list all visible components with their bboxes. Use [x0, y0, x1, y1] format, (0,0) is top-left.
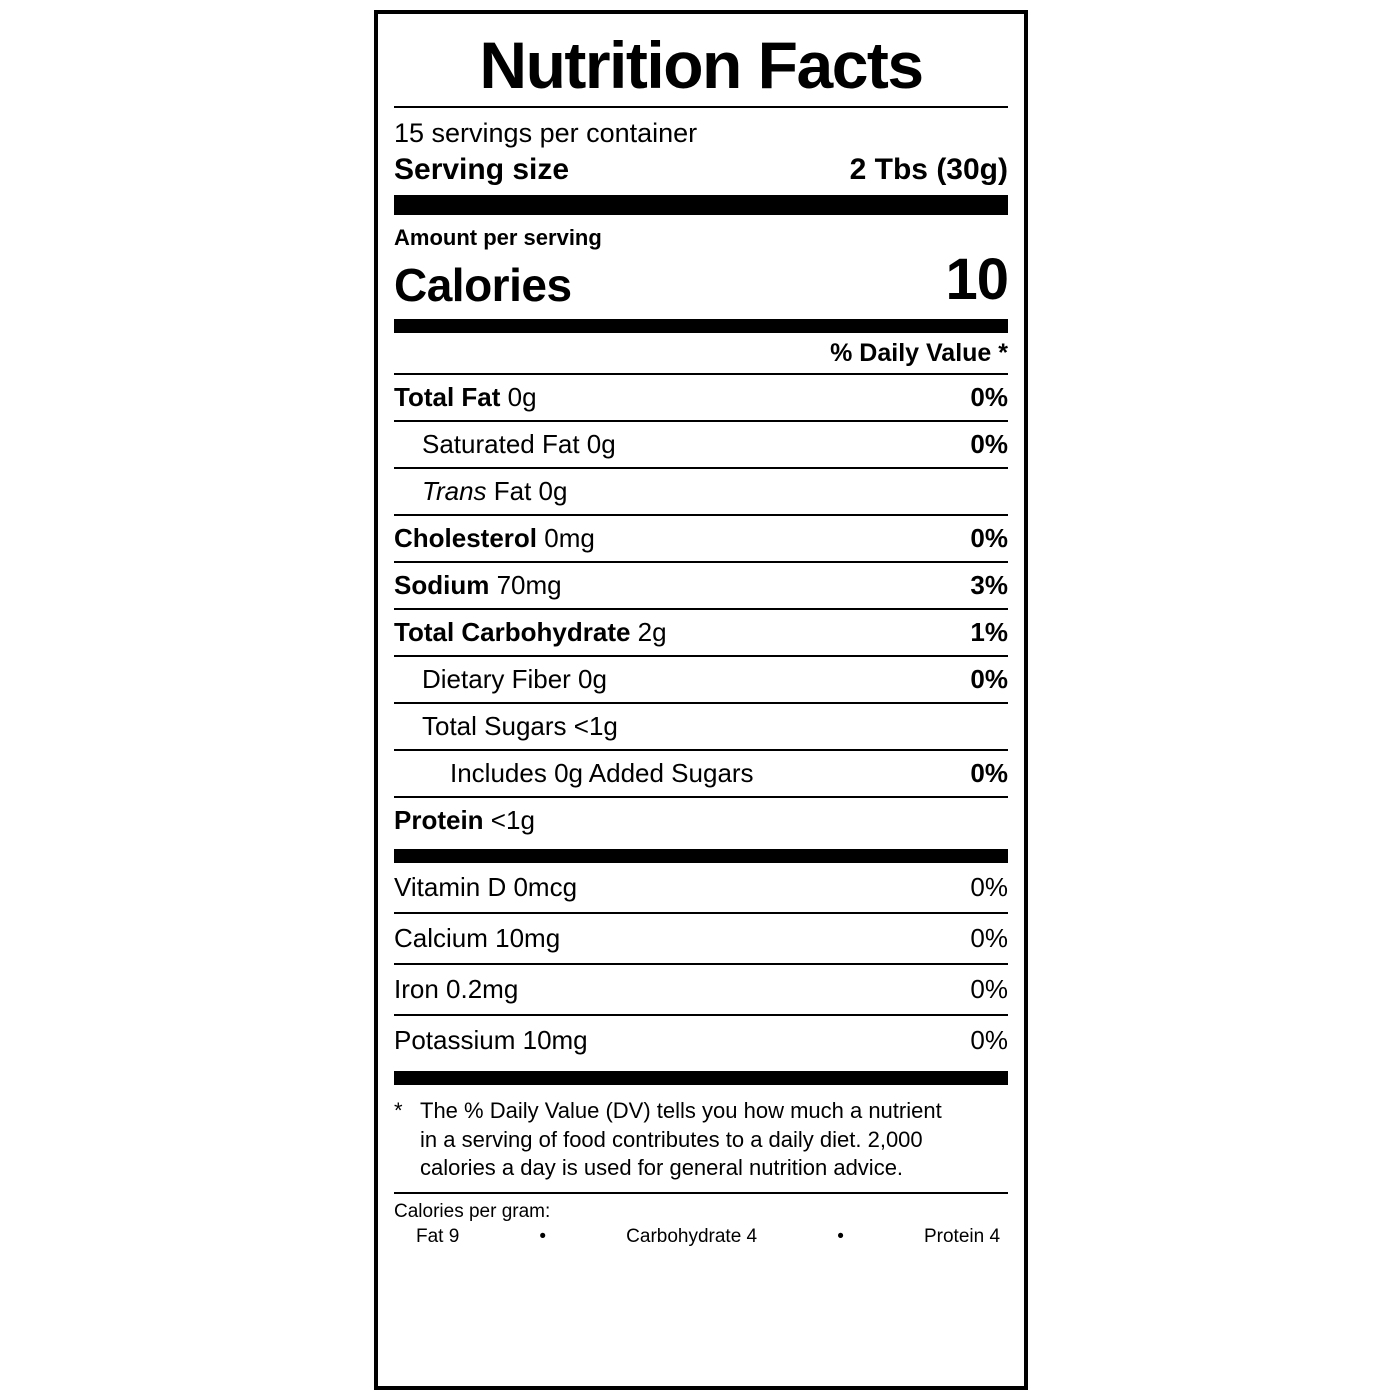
nutrient-label: Total Carbohydrate — [394, 617, 631, 648]
nutrient-amount: 0mg — [537, 523, 595, 554]
nutrient-row — [394, 373, 1008, 420]
nutrient-amount: <1g — [483, 805, 535, 836]
vitamin-row — [394, 863, 1008, 912]
footnote-star: * — [394, 1098, 403, 1124]
nutrient-name — [394, 711, 618, 742]
serving-size-row — [394, 149, 1008, 189]
cpg-separator-1: • — [539, 1225, 547, 1247]
nutrient-label: Protein — [394, 805, 484, 836]
nutrient-amount: 2g — [630, 617, 667, 648]
vitamin-row — [394, 912, 1008, 963]
nutrient-daily-value: 0% — [970, 429, 1008, 460]
nutrient-row — [394, 608, 1008, 655]
nutrient-name — [394, 382, 537, 413]
label-inner — [378, 14, 1024, 1386]
nutrient-name — [394, 617, 667, 648]
cpg-fat: Fat 9 — [416, 1225, 460, 1247]
calories-row — [394, 247, 1008, 313]
serving-size-label: Serving size — [394, 153, 570, 187]
nutrient-label: Trans — [422, 476, 487, 507]
vitamin-daily-value: 0% — [970, 923, 1008, 954]
cpg-protein: Protein 4 — [923, 1225, 1001, 1247]
nutrient-row — [394, 561, 1008, 608]
vitamin-row — [394, 1014, 1008, 1065]
nutrient-daily-value: 3% — [970, 570, 1008, 601]
divider-thick-calories — [394, 319, 1008, 333]
nutrient-name — [394, 805, 535, 836]
serving-size-value: 2 Tbs (30g) — [849, 153, 1008, 187]
nutrient-name — [394, 476, 567, 507]
nutrient-daily-value: 1% — [970, 617, 1008, 648]
nutrient-row — [394, 514, 1008, 561]
nutrient-label: Total Fat — [394, 382, 501, 413]
vitamin-daily-value: 0% — [970, 974, 1008, 1005]
vitamin-daily-value: 0% — [970, 1025, 1008, 1056]
nutrient-daily-value: 0% — [970, 664, 1008, 695]
nutrient-label: Sodium — [394, 570, 490, 601]
nutrient-row — [394, 702, 1008, 749]
nutrient-row — [394, 655, 1008, 702]
nutrient-label: Includes 0g Added Sugars — [450, 758, 754, 789]
cpg-separator-2: • — [837, 1225, 844, 1247]
nutrient-row — [394, 467, 1008, 514]
daily-value-header: % Daily Value * — [830, 339, 1008, 368]
nutrient-amount: <1g — [566, 711, 618, 742]
amount-per-serving-label: Amount per serving — [394, 225, 602, 251]
calories-per-gram-row — [394, 1226, 1008, 1248]
nutrient-row — [394, 796, 1008, 843]
vitamin-row — [394, 963, 1008, 1014]
vitamin-name: Potassium 10mg — [394, 1025, 588, 1056]
nutrient-label: Dietary Fiber — [422, 664, 571, 695]
vitamin-name: Calcium 10mg — [394, 923, 561, 954]
divider-thick-footnote — [394, 1071, 1008, 1085]
nutrient-amount: 0g — [500, 382, 537, 413]
vitamin-list — [394, 863, 1008, 1065]
nutrient-label: Saturated Fat — [422, 429, 580, 460]
nutrient-name — [394, 523, 595, 554]
nutrient-label: Cholesterol — [394, 523, 538, 554]
calories-per-gram-block — [394, 1192, 1008, 1248]
nutrient-amount: 70mg — [489, 570, 562, 601]
nutrient-name — [394, 429, 616, 460]
nutrient-daily-value: 0% — [970, 758, 1008, 789]
nutrient-row — [394, 420, 1008, 467]
divider-thick-top — [394, 195, 1008, 215]
nutrient-label: Total Sugars — [422, 711, 567, 742]
nutrient-daily-value: 0% — [970, 523, 1008, 554]
vitamin-name: Iron 0.2mg — [394, 974, 519, 1005]
divider-thick-vitamins — [394, 849, 1008, 863]
nutrient-row — [394, 749, 1008, 796]
footnote-text: The % Daily Value (DV) tells you how much a nutrient in a serving of food contributes to a daily diet. 2,000 calories a day is used for general nutrition advice. — [420, 1098, 942, 1180]
nutrient-list — [394, 373, 1008, 843]
calories-per-gram-title: Calories per gram: — [394, 1200, 551, 1222]
servings-per-container: 15 servings per container — [394, 118, 698, 148]
vitamin-name: Vitamin D 0mcg — [394, 872, 578, 903]
calories-value: 10 — [945, 247, 1008, 313]
nutrient-amount: Fat 0g — [486, 476, 568, 507]
calories-label: Calories — [394, 259, 572, 312]
footnote — [394, 1085, 1008, 1191]
nutrient-daily-value: 0% — [970, 382, 1008, 413]
nutrient-name — [394, 758, 754, 789]
nutrient-name — [394, 570, 562, 601]
nutrient-name — [394, 664, 607, 695]
vitamin-daily-value: 0% — [970, 872, 1008, 903]
nutrient-amount: 0g — [570, 664, 607, 695]
nutrition-facts-label — [374, 10, 1028, 1390]
cpg-carbohydrate: Carbohydrate 4 — [626, 1225, 758, 1247]
nutrient-amount: 0g — [579, 429, 616, 460]
page-title: Nutrition Facts — [479, 28, 923, 102]
